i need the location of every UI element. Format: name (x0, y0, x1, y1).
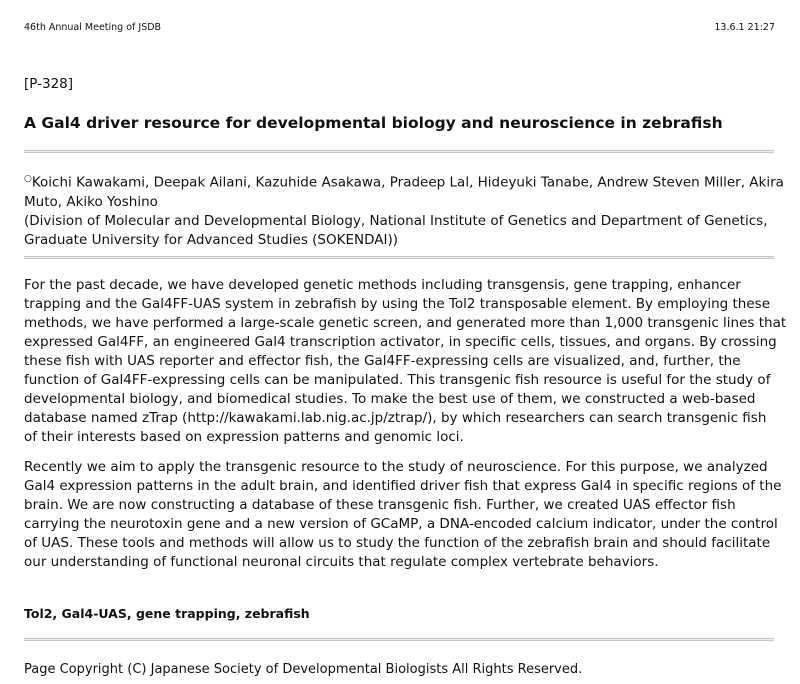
abstract-id: [P-328] (24, 76, 74, 92)
text-line: For the past decade, we have developed genetic methods including transgensis, gene trapping, enhancer (24, 277, 741, 293)
abstract-paragraph-2 (24, 458, 782, 572)
text-line: these fish with UAS reporter and effector fish, the Gal4FF-expressing cells are visualized, and, further, the (24, 353, 741, 369)
text-line: function of Gal4FF-expressing cells can be manipulated. This transgenic fish resource is useful for the study of (24, 372, 771, 388)
divider-top (24, 150, 774, 153)
abstract-paragraph-1 (24, 276, 787, 447)
abstract-title: A Gal4 driver resource for developmental biology and neuroscience in zebrafish (24, 114, 723, 132)
author-names: Koichi Kawakami, Deepak Ailani, Kazuhide Asakawa, Pradeep Lal, Hideyuki Tanabe, Andrew Steven Miller, Akira (31, 174, 784, 191)
text-line: brain. We are now constructing a database of these transgenic fish. Further, we created UAS effector fish (24, 497, 736, 513)
divider-bottom (24, 638, 774, 641)
copyright-notice: Page Copyright (C) Japanese Society of Developmental Biologists All Rights Reserved. (24, 662, 583, 677)
author-block (24, 170, 784, 250)
text-line: of UAS. These tools and methods will allow us to study the function of the zebrafish brain and should facilitate (24, 535, 771, 551)
text-line: methods, we have performed a large-scale genetic screen, and generated more than 1,000 transgenic lines that (24, 315, 787, 331)
divider-middle (24, 256, 774, 259)
text-line: database named zTrap (http://kawakami.lab.nig.ac.jp/ztrap/), by which researchers can search transgenic fish (24, 410, 767, 426)
presenter-marker: ○ (24, 174, 32, 184)
meeting-name: 46th Annual Meeting of JSDB (24, 22, 162, 33)
text-line: trapping and the Gal4FF-UAS system in zebrafish by using the Tol2 transposable element. By employing these (24, 296, 771, 312)
affiliation-line-1: (Division of Molecular and Developmental Biology, National Institute of Genetics and Department of Genetics, (24, 212, 768, 229)
text-line: Recently we aim to apply the transgenic resource to the study of neuroscience. For this purpose, we analyzed (24, 459, 768, 475)
author-names-line-1 (24, 170, 784, 193)
text-line: our understanding of functional neuronal circuits that regulate complex vertebrate behaviors. (24, 554, 659, 570)
affiliation-line-2: Graduate University for Advanced Studies (SOKENDAI)) (24, 231, 399, 248)
print-datetime: 13.6.1 21:27 (714, 22, 775, 33)
text-line: carrying the neurotoxin gene and a new version of GCaMP, a DNA-encoded calcium indicator, under the control (24, 516, 778, 532)
author-names-line-2: Muto, Akiko Yoshino (24, 193, 158, 210)
text-line: developmental biology, and biomedical studies. To make the best use of them, we constructed a web-based (24, 391, 756, 407)
text-line: Gal4 expression patterns in the adult brain, and identified driver fish that express Gal4 in specific regions of the (24, 478, 782, 494)
keywords: Tol2, Gal4-UAS, gene trapping, zebrafish (24, 606, 310, 621)
text-line: of their interests based on expression patterns and genomic loci. (24, 429, 464, 445)
text-line: expressed Gal4FF, an engineered Gal4 transcription activator, in specific cells, tissues, and organs. By crossing (24, 334, 777, 350)
